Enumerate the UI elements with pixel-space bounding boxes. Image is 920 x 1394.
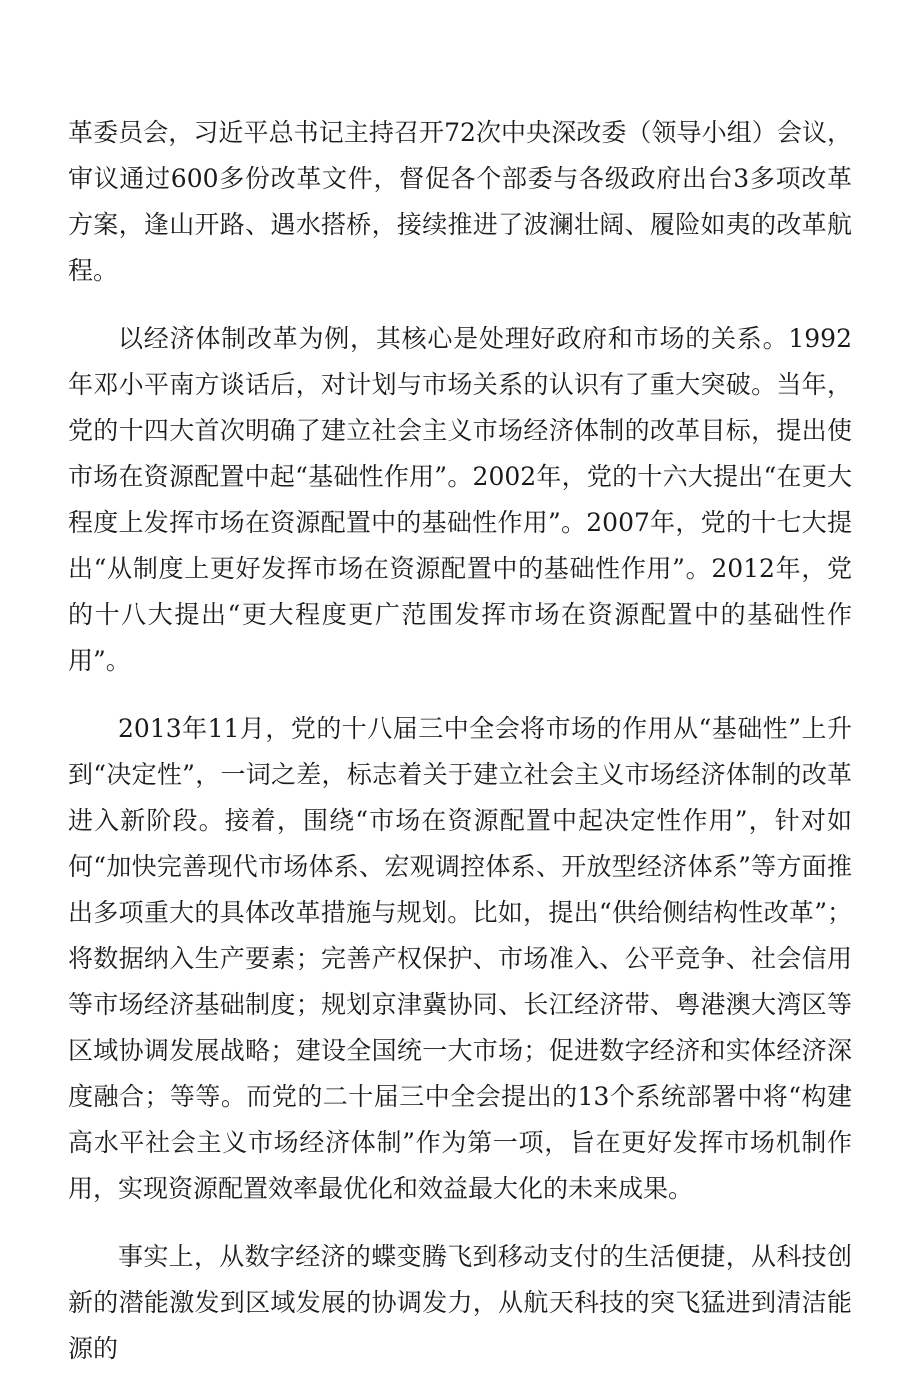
document-body (68, 110, 852, 1394)
paragraph-economic-reform: 以经济体制改革为例，其核心是处理好政府和市场的关系。1992年邓小平南方谈话后，对计划与市场关系的认识有了重大突破。当年，党的十四大首次明确了建立社会主义市场经济体制的改革目标，提出使市场在资源配置中起“基础性作用”。2002年，党的十六大提出“在更大程度上发挥市场在资源配置中的基础性作用”。2007年，党的十七大提出“从制度上更好发挥市场在资源配置中的基础性作用”。2012年，党的十八大提出“更大程度更广范围发挥市场在资源配置中的基础性作用”。 (68, 324, 852, 675)
paragraph-digital-economy: 事实上，从数字经济的蝶变腾飞到移动支付的生活便捷，从科技创新的潜能激发到区域发展的协调发力，从航天科技的突飞猛进到清洁能源的 (68, 1242, 852, 1363)
paragraph-third-plenum: 2013年11月，党的十八届三中全会将市场的作用从“基础性”上升到“决定性”，一词之差，标志着关于建立社会主义市场经济体制的改革进入新阶段。接着，围绕“市场在资源配置中起决定性作用”，针对如何“加快完善现代市场体系、宏观调控体系、开放型经济体系”等方面推出多项重大的具体改革措施与规划。比如，提出“供给侧结构性改革”；将数据纳入生产要素；完善产权保护、市场准入、公平竞争、社会信用等市场经济基础制度；规划京津冀协同、长江经济带、粤港澳大湾区等区域协调发展战略；建设全国统一大市场；促进数字经济和实体经济深度融合；等等。而党的二十届三中全会提出的13个系统部署中将“构建高水平社会主义市场经济体制”作为第一项，旨在更好发挥市场机制作用，实现资源配置效率最优化和效益最大化的未来成果。 (68, 714, 852, 1203)
paragraph-reform-committee: 革委员会，习近平总书记主持召开72次中央深改委（领导小组）会议，审议通过600多份改革文件，督促各个部委与各级政府出台3多项改革方案，逢山开路、遇水搭桥，接续推进了波澜壮阔、履险如夷的改革航程。 (68, 118, 852, 285)
